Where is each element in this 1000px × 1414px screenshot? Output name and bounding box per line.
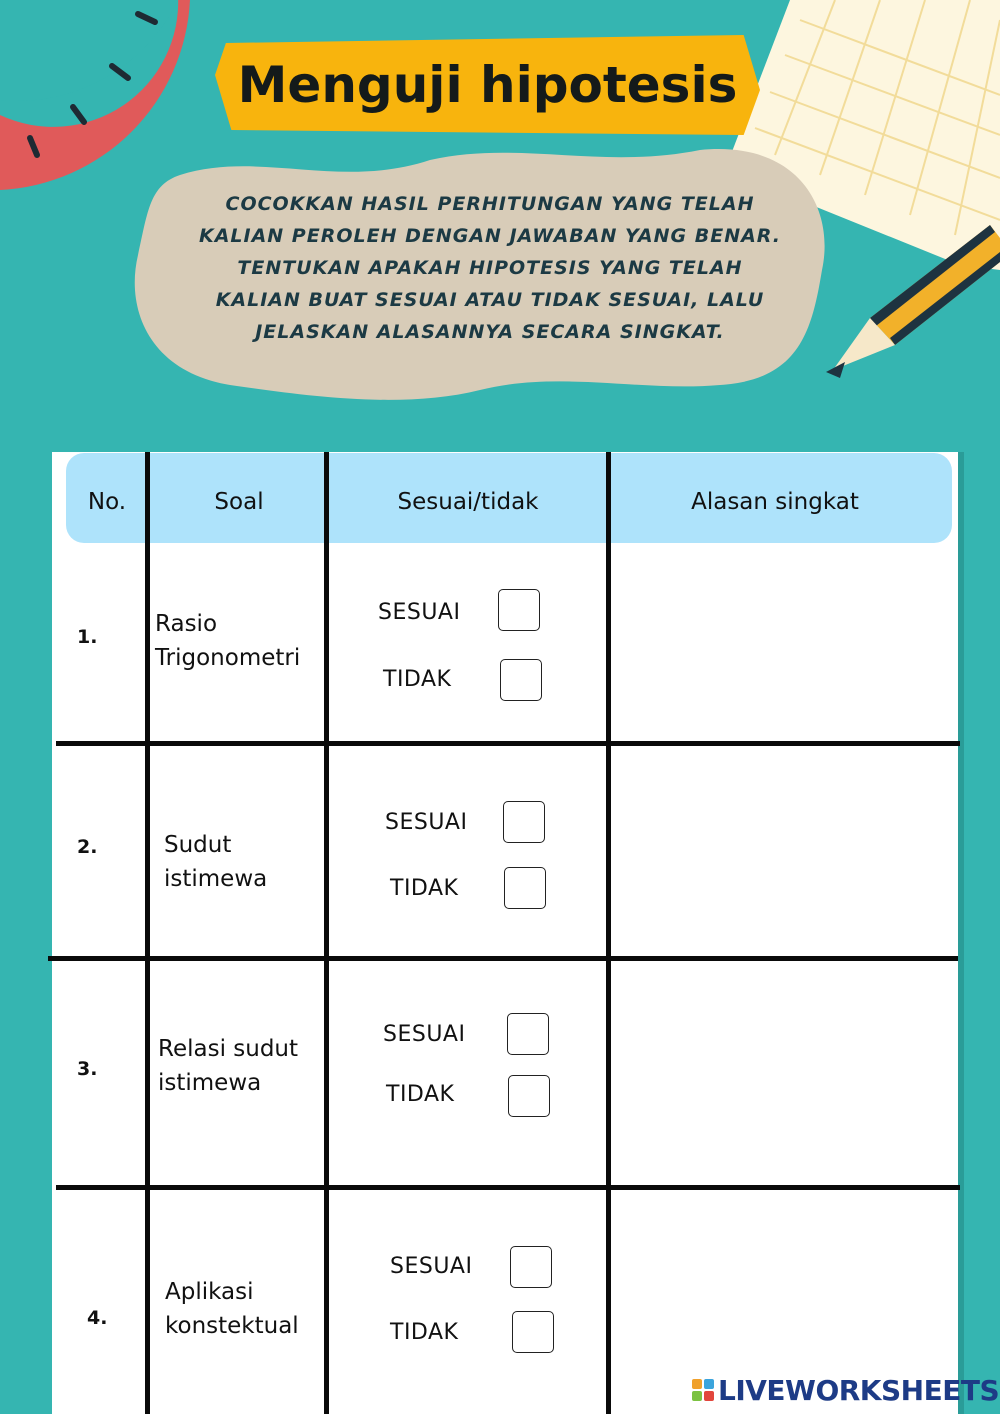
option-sesuai-label: SESUAI bbox=[378, 600, 461, 625]
row-divider bbox=[56, 741, 960, 746]
row-topic: Sudut istimewa bbox=[164, 832, 268, 892]
page-title: Menguji hipotesis bbox=[237, 56, 738, 114]
option-sesuai-label: SESUAI bbox=[390, 1254, 473, 1279]
row-topic: Relasi sudut istimewa bbox=[158, 1036, 299, 1096]
logo-squares-icon bbox=[692, 1379, 714, 1401]
option-tidak-label: TIDAK bbox=[383, 667, 452, 692]
checkbox-sesuai[interactable] bbox=[510, 1246, 552, 1288]
row-number: 1. bbox=[77, 626, 98, 648]
paper-edge-shadow bbox=[958, 452, 964, 1414]
reason-field[interactable] bbox=[614, 548, 954, 738]
row-number: 4. bbox=[87, 1307, 108, 1329]
checkbox-tidak[interactable] bbox=[500, 659, 542, 701]
option-sesuai-label: SESUAI bbox=[385, 810, 468, 835]
row-number: 3. bbox=[77, 1058, 98, 1080]
checkbox-tidak[interactable] bbox=[508, 1075, 550, 1117]
option-tidak-label: TIDAK bbox=[390, 1320, 459, 1345]
header-soal: Soal bbox=[214, 489, 264, 515]
row-number: 2. bbox=[77, 836, 98, 858]
reason-field[interactable] bbox=[614, 1194, 954, 1364]
header-sesuai-tidak: Sesuai/tidak bbox=[397, 489, 539, 515]
pencil-decoration bbox=[826, 225, 1000, 378]
brand-name: LIVEWORKSHEETS bbox=[718, 1373, 1000, 1407]
checkbox-tidak[interactable] bbox=[504, 867, 546, 909]
column-divider bbox=[606, 452, 611, 1414]
instruction-text: COCOKKAN HASIL PERHITUNGAN YANG TELAH KALIAN PEROLEH DENGAN JAWABAN YANG BENAR. TENTUKAN APAKAH HIPOTESIS YANG TELAH KALIAN BUAT SESUAI ATAU TIDAK SESUAI, LALU JELASKAN ALASANNYA SECARA SINGKAT. bbox=[198, 193, 782, 343]
protractor-decoration bbox=[0, 0, 190, 190]
header-no: No. bbox=[87, 489, 127, 515]
column-divider bbox=[145, 452, 150, 1414]
option-tidak-label: TIDAK bbox=[390, 876, 459, 901]
reason-field[interactable] bbox=[614, 965, 954, 1182]
row-topic: Aplikasi konstektual bbox=[165, 1279, 299, 1339]
row-topic: Rasio Trigonometri bbox=[155, 611, 301, 671]
checkbox-sesuai[interactable] bbox=[507, 1013, 549, 1055]
option-tidak-label: TIDAK bbox=[386, 1082, 455, 1107]
liveworksheets-logo bbox=[692, 1373, 999, 1407]
reason-field[interactable] bbox=[614, 750, 954, 952]
header-alasan: Alasan singkat bbox=[691, 489, 859, 515]
row-divider bbox=[56, 1185, 960, 1190]
option-sesuai-label: SESUAI bbox=[383, 1022, 466, 1047]
checkbox-sesuai[interactable] bbox=[498, 589, 540, 631]
row-divider bbox=[48, 956, 958, 961]
checkbox-tidak[interactable] bbox=[512, 1311, 554, 1353]
column-divider bbox=[324, 452, 329, 1414]
checkbox-sesuai[interactable] bbox=[503, 801, 545, 843]
